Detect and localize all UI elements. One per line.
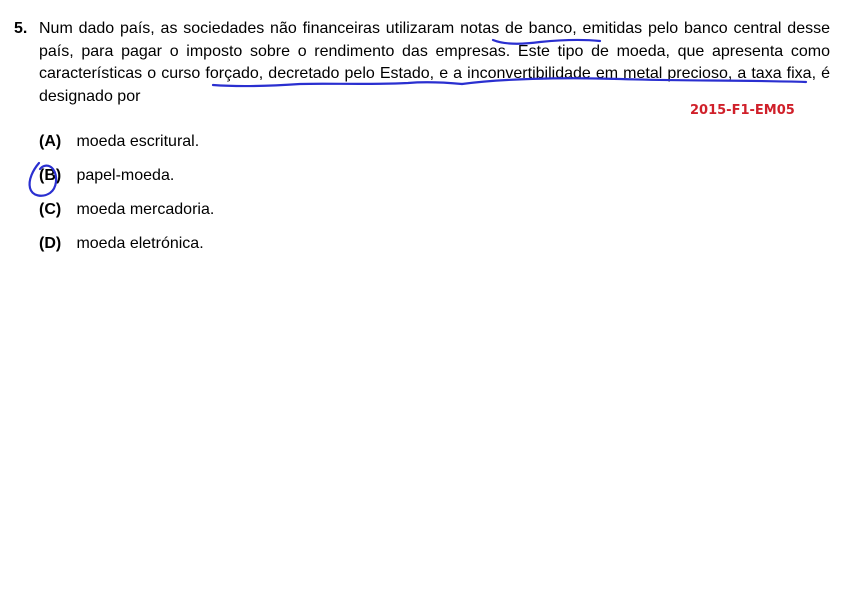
option-a-letter: (A) (39, 133, 62, 150)
option-d-letter: (D) (39, 235, 62, 252)
option-a-text: moeda escritural. (76, 133, 200, 150)
answer-options (39, 131, 214, 267)
option-b-text: papel-moeda. (76, 167, 175, 184)
option-b-letter: (B) (39, 167, 62, 184)
option-d-text: moeda eletrónica. (76, 235, 204, 252)
question-text: Num dado país, as sociedades não financeiras utilizaram notas de banco, emitidas pelo banco central desse país, para pagar o imposto sobre o rendimento das empresas. Este tipo de moeda, que apresenta como características o curso forçado, decretado pelo Estado, e a inconvertibilidade em metal precioso, a taxa fixa, é designado por (39, 20, 830, 105)
option-b[interactable] (39, 165, 214, 199)
option-c-text: moeda mercadoria. (76, 201, 215, 218)
question-number: 5. (14, 20, 28, 37)
option-d[interactable] (39, 233, 214, 267)
exam-code-label: 2015-F1-EM05 (690, 103, 795, 118)
question-block (14, 18, 830, 108)
option-a[interactable] (39, 131, 214, 165)
option-c-letter: (C) (39, 201, 62, 218)
option-c[interactable] (39, 199, 214, 233)
